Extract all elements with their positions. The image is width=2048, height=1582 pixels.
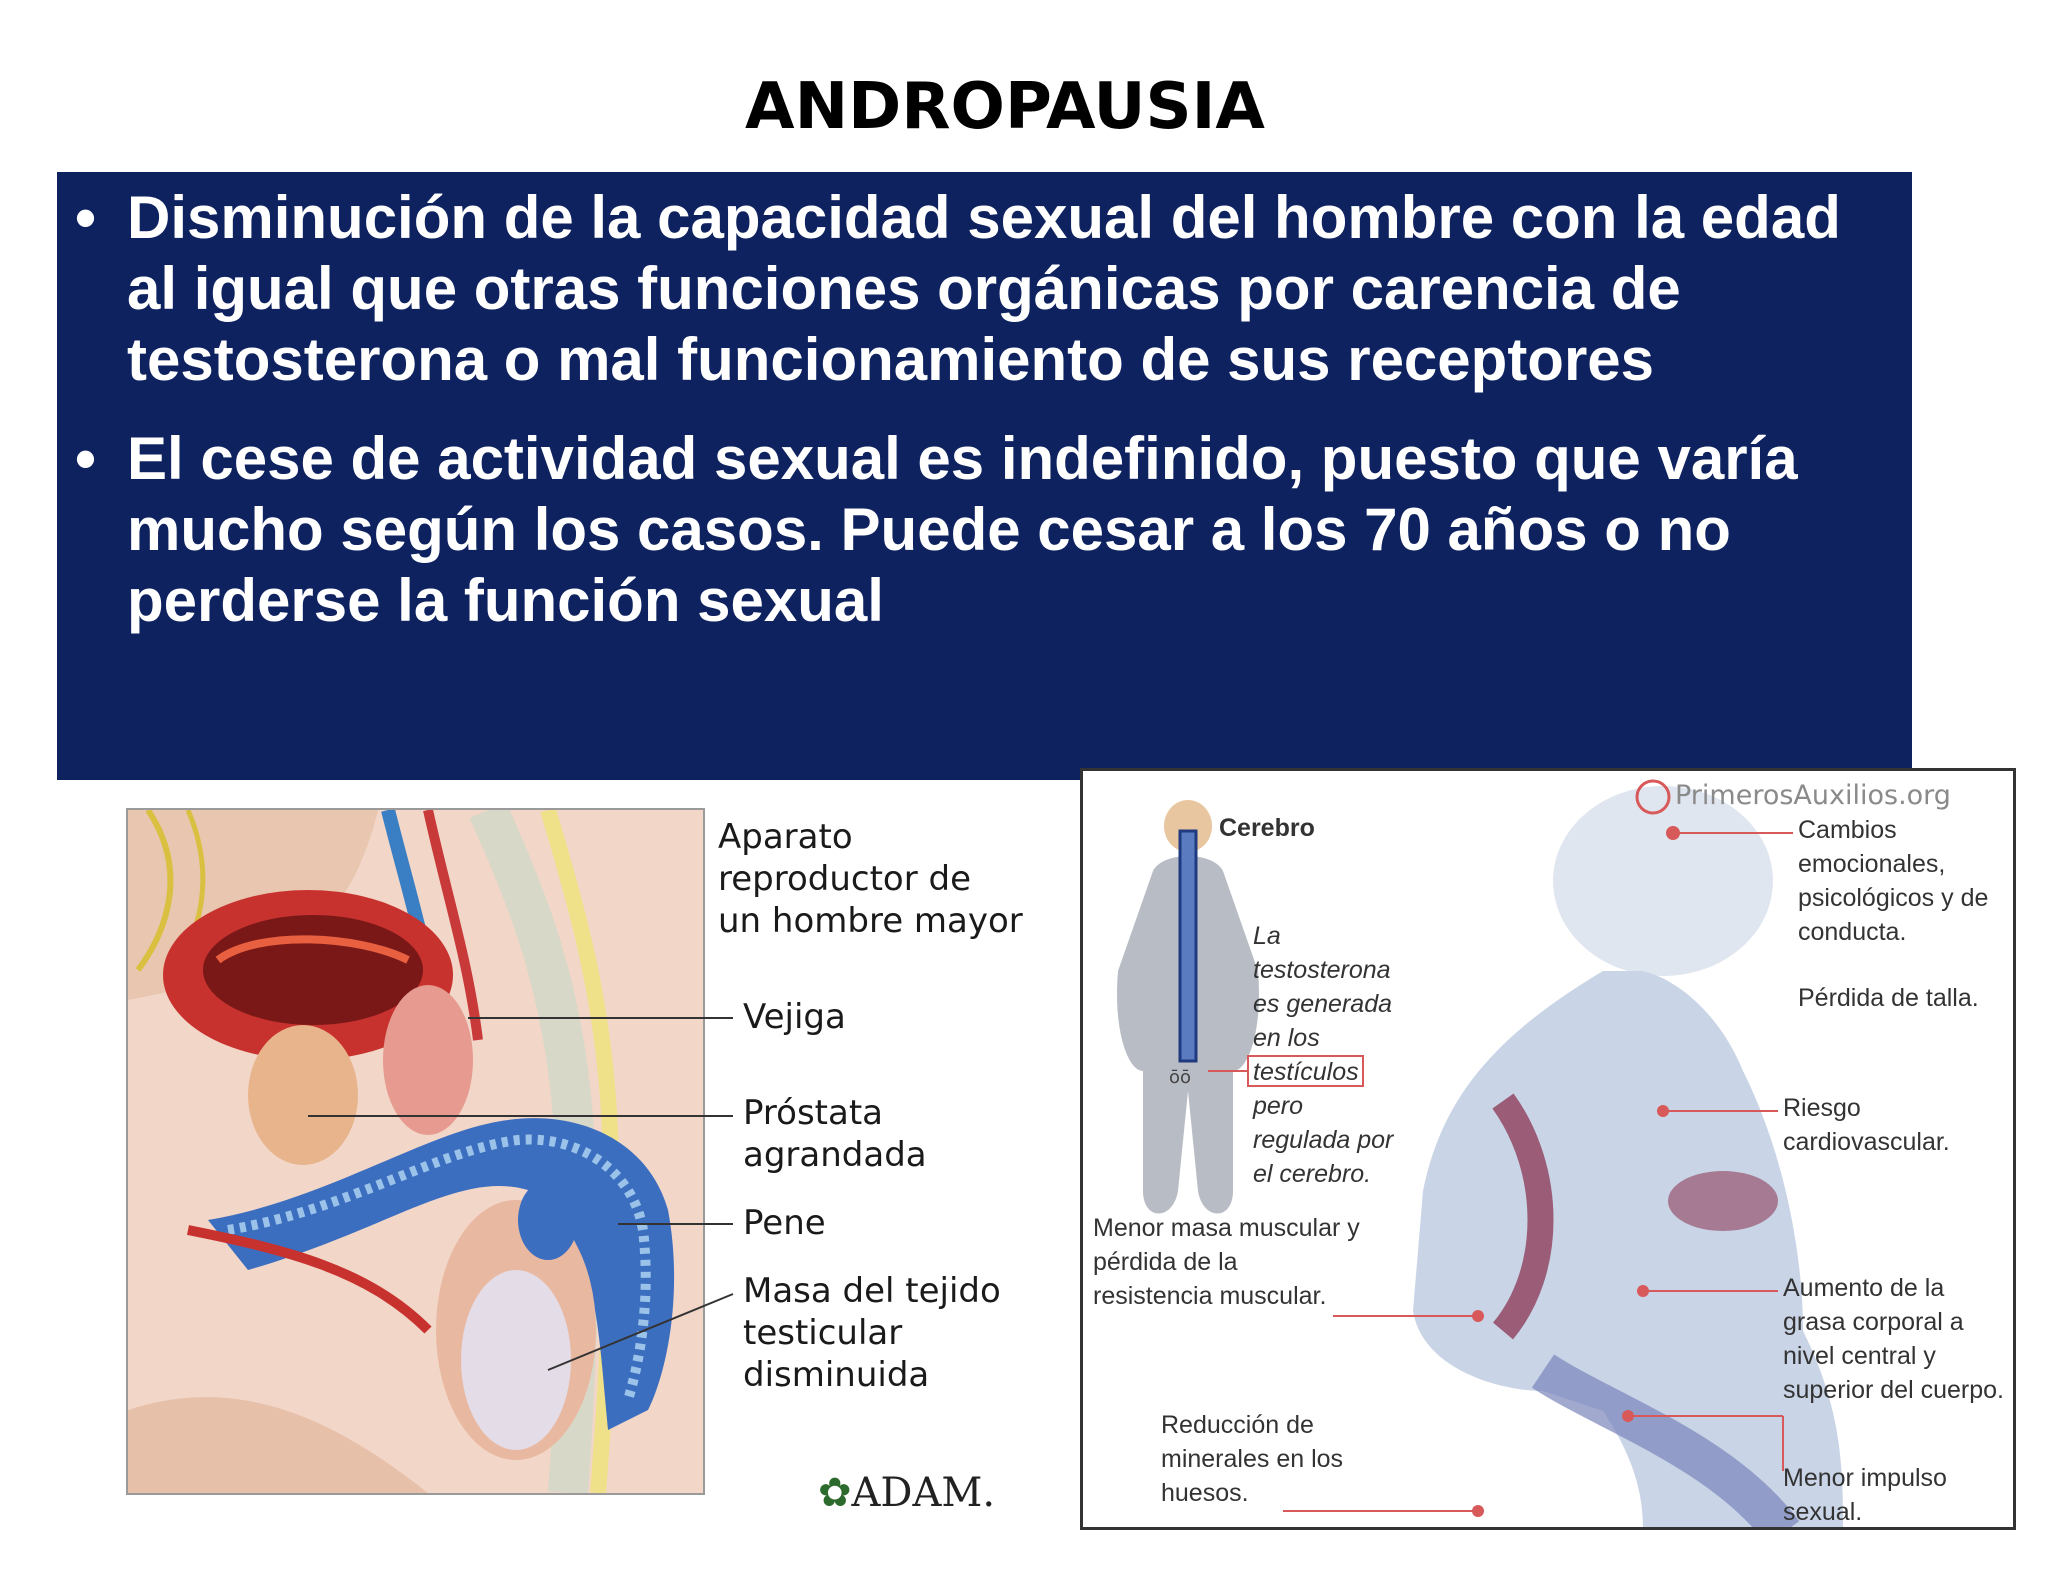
svg-text:ōō: ōō [1169,1067,1192,1088]
label-minerales: Reducción de minerales en los huesos. [1161,1411,1344,1507]
label-menor-masa: Menor masa muscular y pérdida de la resistencia muscular. [1093,1214,1360,1310]
leaf-icon: ✿ [818,1470,852,1516]
label-impulso: Menor impulso sexual. [1783,1464,1947,1526]
label-grasa: Aumento de la grasa corporal a nivel central y superior del cuerpo. [1783,1274,2004,1404]
label-cerebro: Cerebro [1219,814,1315,842]
bullet-item [75,182,1872,395]
bullet-text: El cese de actividad sexual es indefinido, puesto que varía mucho según los casos. Puede cesar a los 70 años o no perderse la función sexual [127,425,1798,634]
slide-title: ANDROPAUSIA [745,70,1265,144]
watermark: PrimerosAuxilios.org [1675,780,1951,811]
label-perdida-talla: Pérdida de talla. [1798,984,1979,1012]
label-riesgo: Riesgo cardiovascular. [1783,1094,1950,1156]
label-pene: Pene [743,1203,826,1243]
aging-man-figure [1080,768,2016,1530]
figure-caption: Aparato reproductor de un hombre mayor [718,817,1023,941]
adam-logo: ✿ADAM. [818,1470,996,1516]
bullet-box [57,172,1912,780]
label-vejiga: Vejiga [743,997,846,1037]
label-masa-testicular: Masa del tejido testicular disminuida [743,1271,1001,1395]
bullet-item [75,423,1872,636]
label-testosterona: La testosterona es generada en los testículos pero regulada por el cerebro. [1253,922,1394,1188]
bullet-dot: • [75,184,97,251]
label-cambios: Cambios emocionales, psicológicos y de conducta. [1798,816,1989,946]
reproductive-anatomy-figure [118,800,1023,1520]
label-prostata: Próstata agrandada [743,1093,927,1175]
bullet-dot: • [75,425,97,492]
bullet-text: Disminución de la capacidad sexual del hombre con la edad al igual que otras funciones orgánicas por carencia de testosterona o mal funcionamiento de sus receptores [127,184,1841,393]
